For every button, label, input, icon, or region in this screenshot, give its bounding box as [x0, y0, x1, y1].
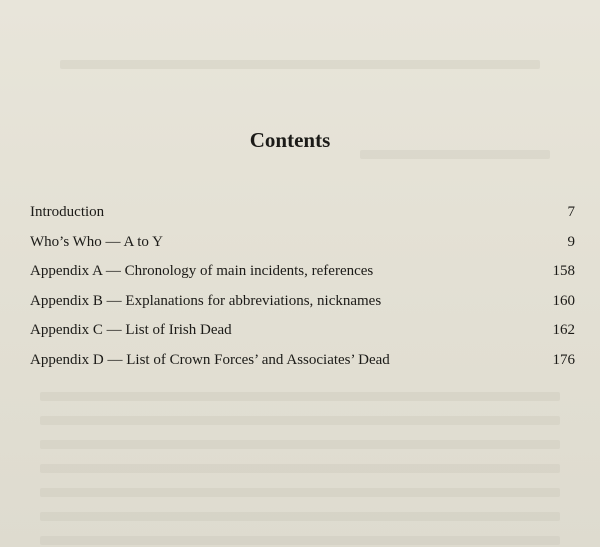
toc-entry-appendix-a [30, 260, 575, 290]
bleed-through-mark [40, 536, 560, 545]
toc-entry-label: Appendix D — List of Crown Forces’ and Associates’ Dead [30, 351, 390, 368]
toc-entry-label: Appendix C — List of Irish Dead [30, 322, 232, 338]
toc-entry-label: Appendix B — Explanations for abbreviations, nicknames [30, 292, 382, 309]
toc-entry-page: 162 [552, 322, 575, 338]
toc-entry-page: 7 [567, 204, 575, 220]
toc-entry-appendix-d [30, 349, 575, 379]
bleed-through-mark [40, 416, 560, 425]
bleed-through-mark [40, 392, 560, 401]
bleed-through-mark [40, 512, 560, 521]
toc-entry-page: 158 [552, 263, 575, 279]
toc-entry-page: 160 [552, 292, 575, 309]
bleed-through-mark [40, 464, 560, 473]
toc-entry-whos-who [30, 231, 575, 261]
toc-entry-appendix-b [30, 290, 575, 320]
toc-entry-label: Who’s Who — A to Y [30, 233, 163, 250]
toc-entry-label: Appendix A — Chronology of main incidents, references [30, 263, 374, 279]
table-of-contents [30, 201, 575, 378]
toc-entry-appendix-c [30, 319, 575, 349]
toc-entry-page: 176 [552, 351, 575, 368]
toc-entry-label: Introduction [30, 204, 105, 220]
toc-entry-page: 9 [567, 233, 575, 250]
bleed-through-mark [40, 488, 560, 497]
bleed-through-mark [60, 60, 540, 69]
toc-entry-introduction [30, 201, 575, 231]
contents-heading: Contents [249, 128, 331, 152]
bleed-through-mark [40, 440, 560, 449]
